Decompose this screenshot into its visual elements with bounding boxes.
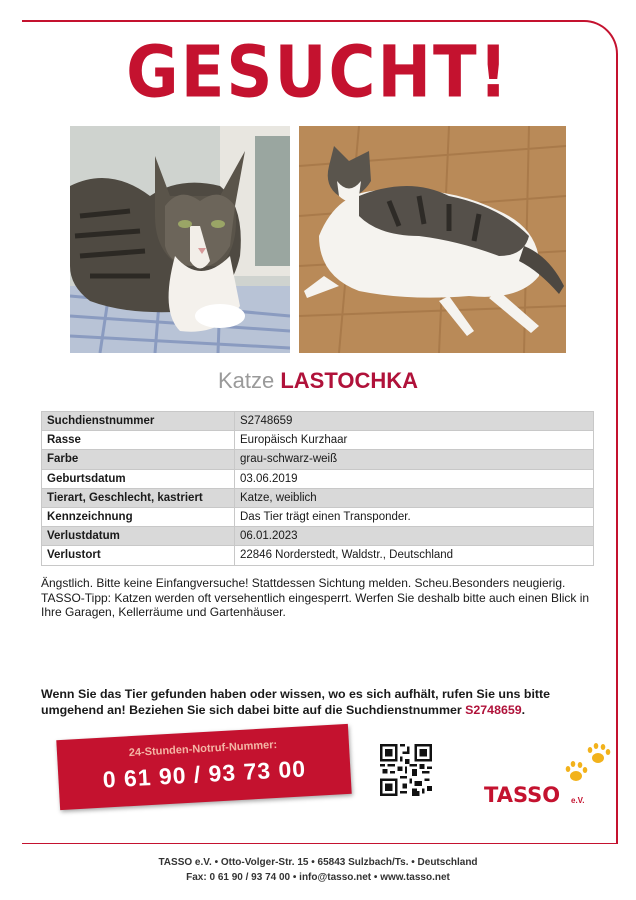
notes-line: TASSO-Tipp: Katzen werden oft versehentlich eingesperrt. Werfen Sie deshalb bitte auch einen Blick in — [41, 590, 590, 605]
detail-key: Geburtsdatum — [42, 469, 235, 488]
table-row — [42, 488, 594, 507]
detail-key: Kennzeichnung — [42, 507, 235, 526]
tasso-logo[interactable]: TASSO — [484, 783, 561, 807]
table-row — [42, 412, 594, 431]
notes — [41, 576, 601, 620]
animal-name-value: LASTOCHKA — [280, 368, 419, 393]
table-row — [42, 469, 594, 488]
animal-name — [0, 368, 636, 394]
table-row — [42, 546, 594, 565]
detail-value: Katze, weiblich — [235, 488, 594, 507]
hotline-number[interactable]: 0 61 90 / 93 73 00 — [102, 755, 307, 793]
headline: GESUCHT! — [126, 31, 510, 115]
detail-value: 22846 Norderstedt, Waldstr., Deutschland — [235, 546, 594, 565]
detail-key: Tierart, Geschlecht, kastriert — [42, 488, 235, 507]
detail-value: Europäisch Kurzhaar — [235, 431, 594, 450]
detail-value: grau-schwarz-weiß — [235, 450, 594, 469]
animal-kind: Katze — [217, 368, 275, 393]
notes-line: Ängstlich. Bitte keine Einfangversuche! Stattdessen Sichtung melden. Scheu.Besonders neugierig. — [41, 576, 566, 590]
paw-icon — [562, 742, 612, 788]
detail-value: 03.06.2019 — [235, 469, 594, 488]
callout-reference: S2748659 — [465, 703, 522, 717]
detail-key: Farbe — [42, 450, 235, 469]
footer-address: TASSO e.V. • Otto-Volger-Str. 15 • 65843 Sulzbach/Ts. • Deutschland — [158, 857, 478, 868]
detail-key: Rasse — [42, 431, 235, 450]
table-row — [42, 431, 594, 450]
tasso-logo-suffix: e.V. — [571, 796, 585, 805]
callout-period: . — [521, 703, 526, 717]
callout-line: Wenn Sie das Tier gefunden haben oder wissen, wo es sich aufhält, rufen Sie uns bitte — [41, 687, 551, 701]
callout — [41, 686, 601, 718]
cat-photo-portrait — [70, 126, 290, 353]
detail-key: Verlustdatum — [42, 527, 235, 546]
detail-value: S2748659 — [235, 412, 594, 431]
details-table — [41, 411, 594, 566]
callout-text: umgehend an! Beziehen Sie sich dabei bitte auf die Suchdienstnummer — [41, 703, 462, 717]
detail-key: Verlustort — [42, 546, 235, 565]
detail-value: Das Tier trägt einen Transponder. — [235, 507, 594, 526]
footer-divider — [22, 843, 618, 844]
table-row — [42, 450, 594, 469]
table-row — [42, 507, 594, 526]
callout-line — [41, 702, 601, 718]
table-row — [42, 527, 594, 546]
notes-line: Ihre Garagen, Kellerräume und Gartenhäuser. — [41, 605, 286, 619]
footer-contact: Fax: 0 61 90 / 93 74 00 • info@tasso.net • www.tasso.net — [186, 872, 450, 883]
hotline-label: 24-Stunden-Notruf-Nummer: — [128, 738, 278, 760]
detail-key: Suchdienstnummer — [42, 412, 235, 431]
qr-code[interactable] — [380, 744, 432, 796]
cat-photo-lying — [299, 126, 566, 353]
detail-value: 06.01.2023 — [235, 527, 594, 546]
